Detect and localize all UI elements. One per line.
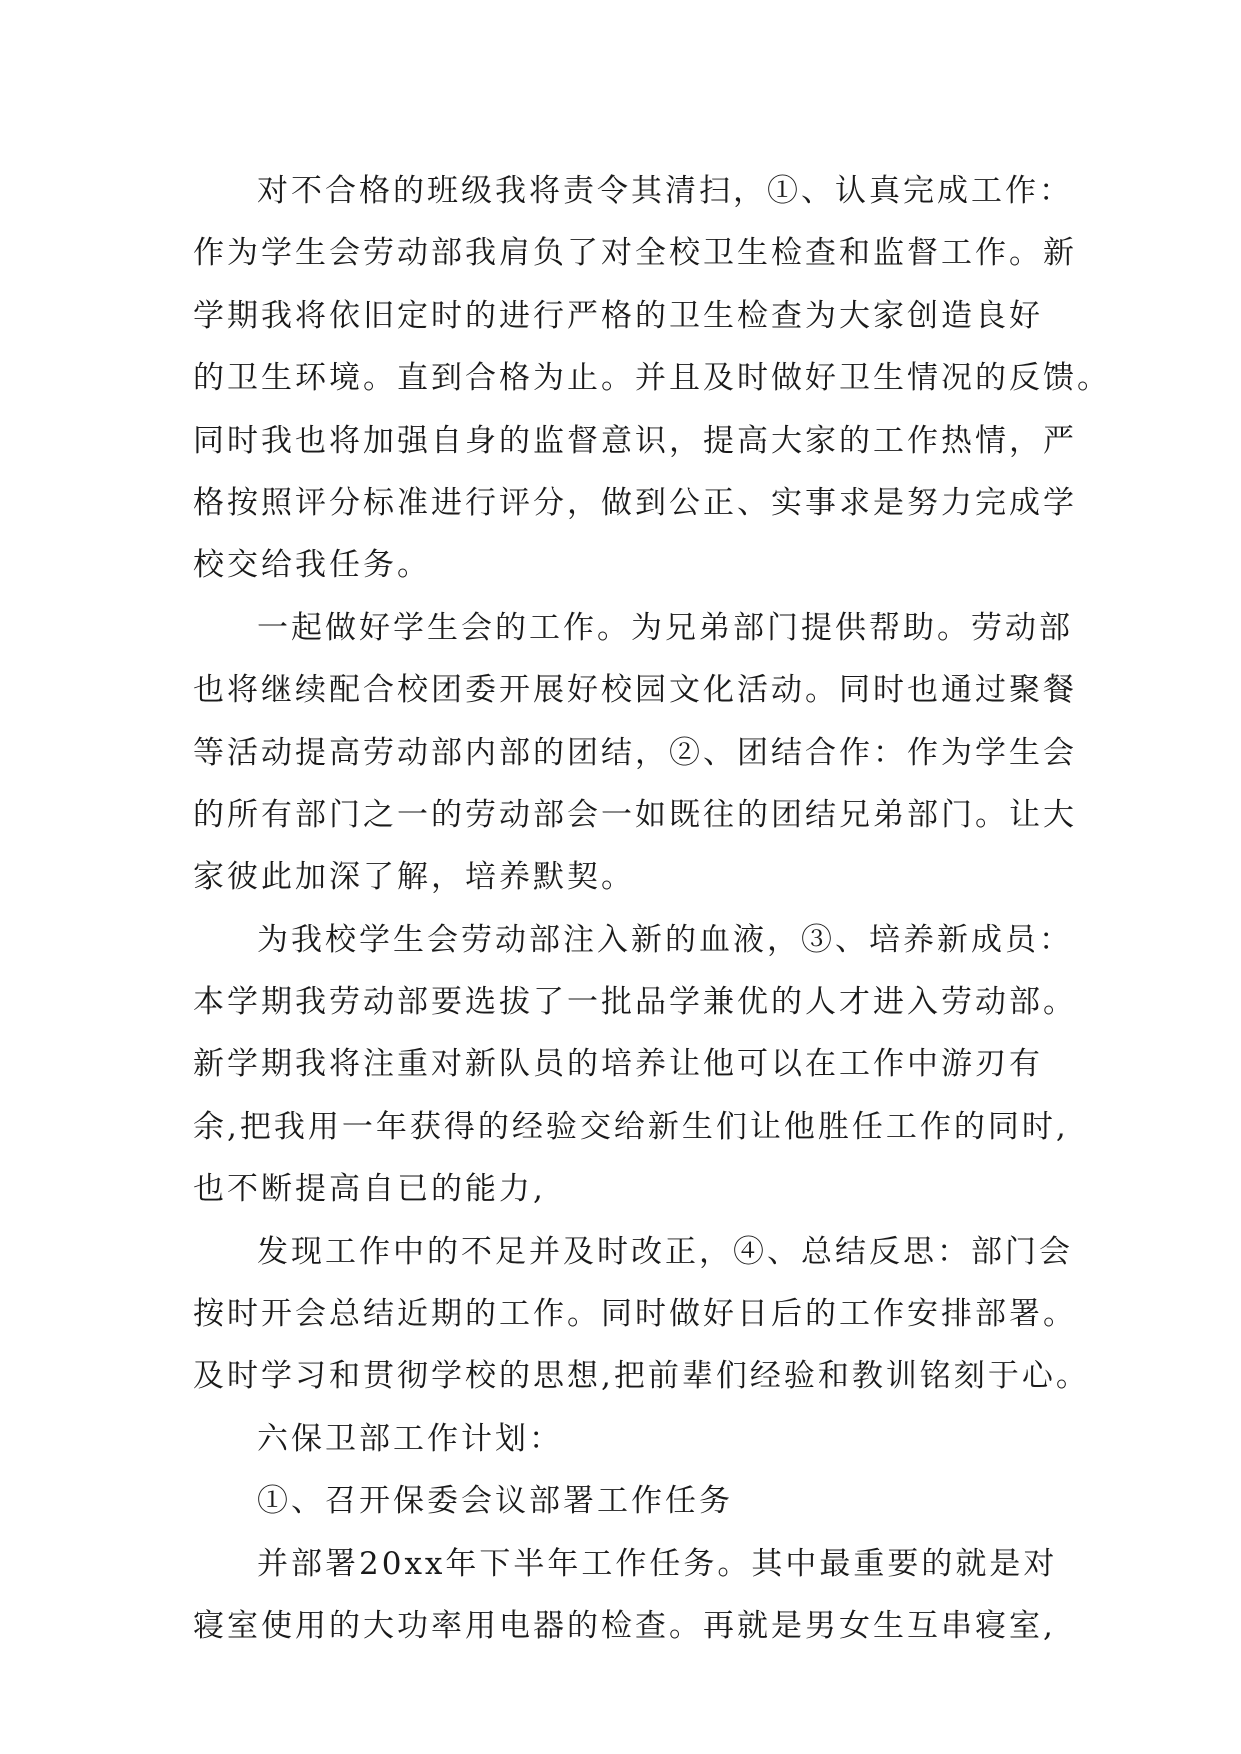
text-line: 为我校学生会劳动部注入新的血液，③、培养新成员： <box>257 921 1073 958</box>
text-line: 六保卫部工作计划： <box>257 1420 563 1457</box>
text-line: 作为学生会劳动部我肩负了对全校卫生检查和监督工作。新 <box>193 235 1077 272</box>
text-line: 格按照评分标准进行评分，做到公正、实事求是努力完成学 <box>193 484 1077 521</box>
text-line: 同时我也将加强自身的监督意识，提高大家的工作热情，严 <box>193 422 1077 459</box>
text-line: 按时开会总结近期的工作。同时做好日后的工作安排部署。 <box>193 1296 1077 1333</box>
text-line: 的卫生环境。直到合格为止。并且及时做好卫生情况的反馈。 <box>193 360 1111 397</box>
text-line: 对不合格的班级我将责令其清扫，①、认真完成工作： <box>257 173 1073 209</box>
text-line: 发现工作中的不足并及时改正，④、总结反思：部门会 <box>257 1233 1073 1270</box>
text-line: 本学期我劳动部要选拔了一批品学兼优的人才进入劳动部。 <box>193 984 1077 1021</box>
text-line: 家彼此加深了解，培养默契。 <box>193 859 635 896</box>
text-line: 校交给我任务。 <box>193 547 431 584</box>
text-line: 一起做好学生会的工作。为兄弟部门提供帮助。劳动部 <box>257 609 1073 646</box>
text-line: 学期我将依旧定时的进行严格的卫生检查为大家创造良好 <box>193 297 1043 334</box>
text-line: 也将继续配合校团委开展好校园文化活动。同时也通过聚餐 <box>193 672 1077 709</box>
document-body <box>193 160 1111 1657</box>
text-line: 并部署20xx年下半年工作任务。其中最重要的就是对 <box>257 1545 1058 1582</box>
text-line: 等活动提高劳动部内部的团结，②、团结合作：作为学生会 <box>193 734 1077 771</box>
text-line: 寝室使用的大功率用电器的检查。再就是男女生互串寝室, <box>193 1607 1056 1644</box>
text-line: 新学期我将注重对新队员的培养让他可以在工作中游刃有 <box>193 1046 1043 1083</box>
text-line: 余,把我用一年获得的经验交给新生们让他胜任工作的同时, <box>193 1108 1069 1145</box>
text-line: 及时学习和贯彻学校的思想,把前辈们经验和教训铭刻于心。 <box>193 1358 1090 1395</box>
text-line: 的所有部门之一的劳动部会一如既往的团结兄弟部门。让大 <box>193 796 1077 833</box>
text-line: 也不断提高自已的能力, <box>193 1171 546 1208</box>
text-line: ①、召开保委会议部署工作任务 <box>257 1483 733 1520</box>
